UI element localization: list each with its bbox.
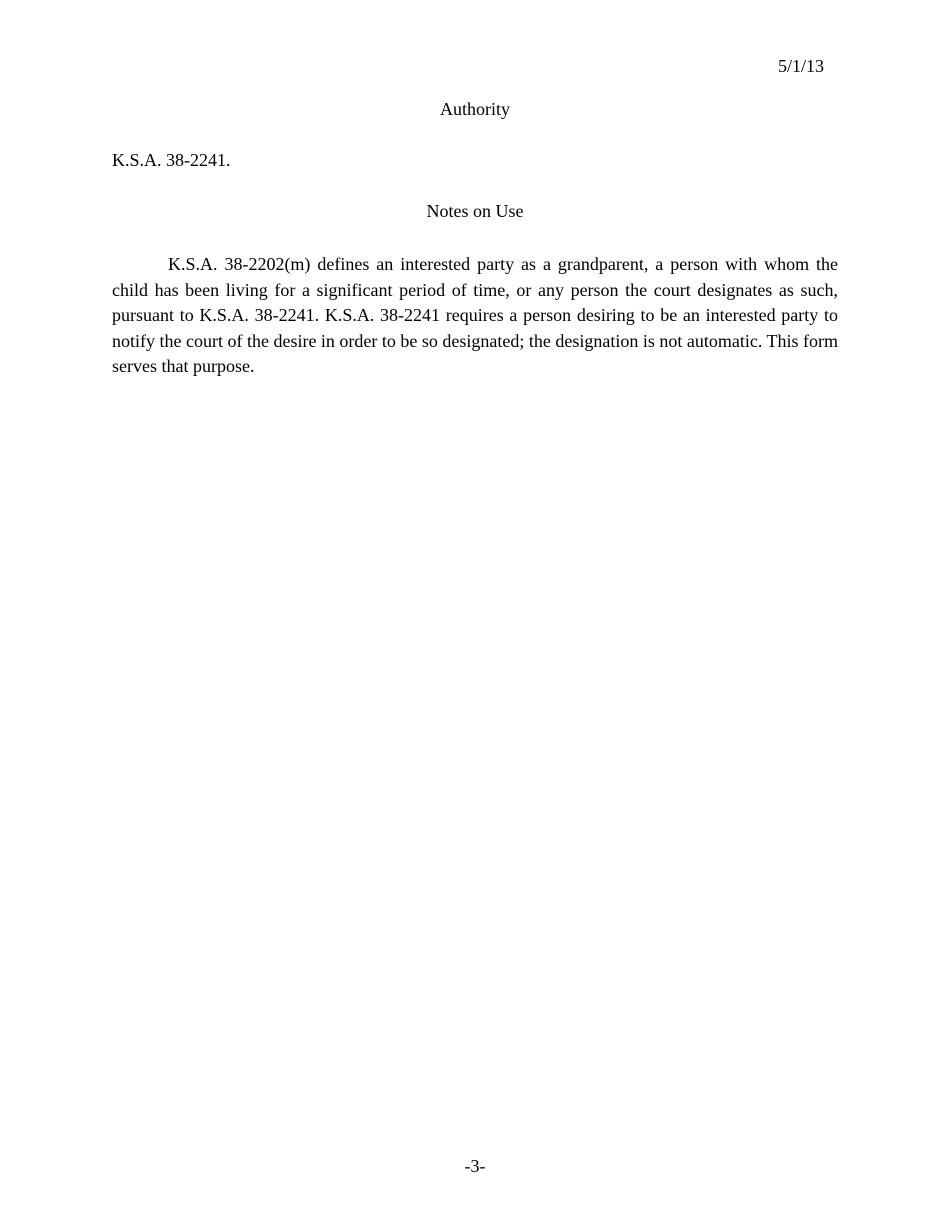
page-number: -3- (464, 1156, 486, 1176)
notes-on-use-heading: Notes on Use (426, 201, 524, 221)
notes-on-use-paragraph: K.S.A. 38-2202(m) defines an interested party as a grandparent, a person with whom the child has been living for a significant period of time, or any person the court designates as such, pursuant to K.S.A. 38-2241. K.S.A. 38-2241 requires a person desiring to be an interested party to notify the court of the desire in order to be so designated; the designation is not automatic. This form serves that purpose. (112, 254, 839, 376)
authority-heading: Authority (440, 99, 510, 119)
authority-citation: K.S.A. 38-2241. (112, 150, 231, 170)
document-date: 5/1/13 (777, 56, 824, 76)
